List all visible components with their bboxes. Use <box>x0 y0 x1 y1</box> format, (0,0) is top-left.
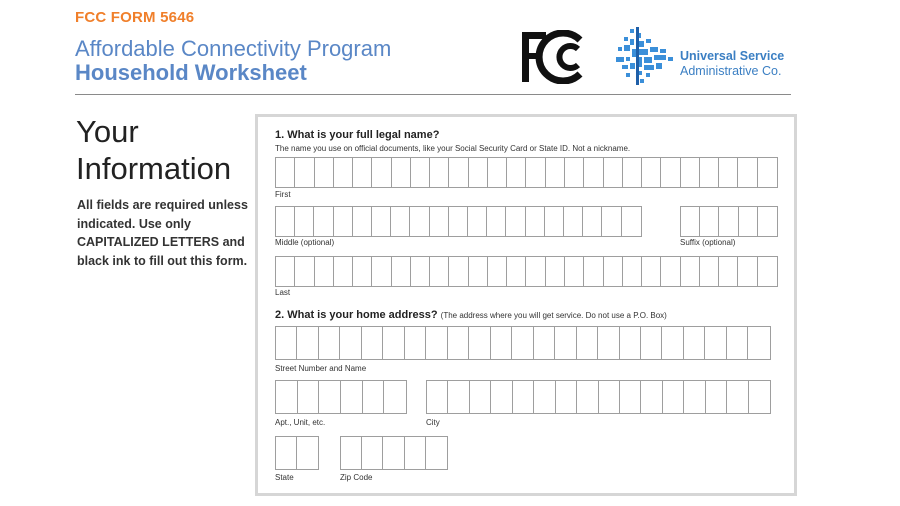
char-box[interactable] <box>506 207 525 236</box>
char-box[interactable] <box>319 327 340 359</box>
char-box[interactable] <box>315 158 334 187</box>
last-name-input[interactable] <box>275 256 778 287</box>
form-number: FCC FORM 5646 <box>75 9 195 26</box>
char-box[interactable] <box>353 158 372 187</box>
char-box[interactable] <box>623 257 642 286</box>
street-input[interactable] <box>275 326 771 360</box>
char-box[interactable] <box>372 207 391 236</box>
char-box[interactable] <box>295 158 314 187</box>
char-box[interactable] <box>405 327 426 359</box>
question2-title-text: 2. What is your home address? <box>275 309 438 321</box>
char-box[interactable] <box>556 381 577 413</box>
char-box[interactable] <box>470 381 491 413</box>
char-box[interactable] <box>684 327 705 359</box>
char-box[interactable] <box>583 207 602 236</box>
apt-label: Apt., Unit, etc. <box>275 418 326 427</box>
question1-title: 1. What is your full legal name? <box>275 129 440 141</box>
first-name-input[interactable] <box>275 157 778 188</box>
char-box[interactable] <box>362 437 383 469</box>
header-divider <box>75 94 791 95</box>
section-title-line2: Information <box>76 151 232 186</box>
worksheet-name: Household Worksheet <box>75 60 307 85</box>
char-box[interactable] <box>663 381 684 413</box>
char-box[interactable] <box>534 327 555 359</box>
char-box[interactable] <box>662 327 683 359</box>
char-box[interactable] <box>276 207 295 236</box>
char-box[interactable] <box>430 158 449 187</box>
char-box[interactable] <box>314 207 333 236</box>
char-box[interactable] <box>748 327 769 359</box>
char-box[interactable] <box>426 437 447 469</box>
state-input[interactable] <box>275 436 319 470</box>
char-box[interactable] <box>449 207 468 236</box>
form-panel <box>255 114 797 496</box>
char-box[interactable] <box>700 158 719 187</box>
char-box[interactable] <box>469 158 488 187</box>
char-box[interactable] <box>487 207 506 236</box>
char-box[interactable] <box>295 207 314 236</box>
char-box[interactable] <box>513 381 534 413</box>
char-box[interactable] <box>598 327 619 359</box>
char-box[interactable] <box>526 257 545 286</box>
char-box[interactable] <box>719 207 738 236</box>
char-box[interactable] <box>427 381 448 413</box>
char-box[interactable] <box>599 381 620 413</box>
first-name-label: First <box>275 190 291 199</box>
char-box[interactable] <box>623 158 642 187</box>
suffix-input[interactable] <box>680 206 778 237</box>
char-box[interactable] <box>448 327 469 359</box>
usac-name: Universal Service <box>680 49 785 63</box>
char-box[interactable] <box>295 257 314 286</box>
char-box[interactable] <box>362 327 383 359</box>
char-box[interactable] <box>488 158 507 187</box>
char-box[interactable] <box>738 257 757 286</box>
char-box[interactable] <box>602 207 621 236</box>
char-box[interactable] <box>749 381 770 413</box>
char-box[interactable] <box>363 381 385 413</box>
char-box[interactable] <box>705 327 726 359</box>
char-box[interactable] <box>758 207 777 236</box>
char-box[interactable] <box>405 437 426 469</box>
section-title-line1: Your <box>76 114 139 149</box>
char-box[interactable] <box>545 207 564 236</box>
char-box[interactable] <box>449 257 468 286</box>
char-box[interactable] <box>727 381 748 413</box>
char-box[interactable] <box>758 158 777 187</box>
char-box[interactable] <box>758 257 777 286</box>
char-box[interactable] <box>546 158 565 187</box>
middle-name-input[interactable] <box>275 206 642 237</box>
char-box[interactable] <box>372 158 391 187</box>
char-box[interactable] <box>391 207 410 236</box>
char-box[interactable] <box>340 327 361 359</box>
char-box[interactable] <box>319 381 341 413</box>
char-box[interactable] <box>526 207 545 236</box>
char-box[interactable] <box>681 207 700 236</box>
char-box[interactable] <box>681 257 700 286</box>
char-box[interactable] <box>468 207 487 236</box>
char-box[interactable] <box>661 257 680 286</box>
char-box[interactable] <box>620 327 641 359</box>
char-box[interactable] <box>430 207 449 236</box>
char-box[interactable] <box>641 327 662 359</box>
char-box[interactable] <box>641 381 662 413</box>
char-box[interactable] <box>411 158 430 187</box>
usac-subtitle: Administrative Co. <box>680 64 782 78</box>
char-box[interactable] <box>577 327 598 359</box>
city-label: City <box>426 418 440 427</box>
char-box[interactable] <box>727 327 748 359</box>
char-box[interactable] <box>276 158 295 187</box>
fcc-logo <box>520 30 588 84</box>
char-box[interactable] <box>383 327 404 359</box>
char-box[interactable] <box>384 381 406 413</box>
char-box[interactable] <box>276 437 297 469</box>
usac-logo-icon <box>614 27 676 87</box>
char-box[interactable] <box>411 257 430 286</box>
char-box[interactable] <box>334 207 353 236</box>
char-box[interactable] <box>276 381 298 413</box>
question2-title <box>275 309 667 321</box>
middle-name-label: Middle (optional) <box>275 238 335 247</box>
char-box[interactable] <box>565 257 584 286</box>
char-box[interactable] <box>512 327 533 359</box>
char-box[interactable] <box>534 381 555 413</box>
char-box[interactable] <box>700 257 719 286</box>
question2-note: (The address where you will get service. Do not use a P.O. Box) <box>440 311 667 320</box>
char-box[interactable] <box>719 257 738 286</box>
char-box[interactable] <box>739 207 758 236</box>
char-box[interactable] <box>410 207 429 236</box>
char-box[interactable] <box>642 158 661 187</box>
char-box[interactable] <box>546 257 565 286</box>
suffix-label: Suffix (optional) <box>680 238 736 247</box>
char-box[interactable] <box>491 381 512 413</box>
char-box[interactable] <box>604 257 623 286</box>
char-box[interactable] <box>565 158 584 187</box>
char-box[interactable] <box>426 327 447 359</box>
char-box[interactable] <box>706 381 727 413</box>
char-box[interactable] <box>584 257 603 286</box>
char-box[interactable] <box>449 158 468 187</box>
char-box[interactable] <box>430 257 449 286</box>
char-box[interactable] <box>507 158 526 187</box>
char-box[interactable] <box>507 257 526 286</box>
section-title <box>76 113 231 187</box>
char-box[interactable] <box>577 381 598 413</box>
char-box[interactable] <box>488 257 507 286</box>
instructions-text: All fields are required unless indicated. Use only CAPITALIZED LETTERS and black ink to fill out this form. <box>77 198 248 268</box>
last-name-label: Last <box>275 288 291 297</box>
char-box[interactable] <box>681 158 700 187</box>
char-box[interactable] <box>383 437 404 469</box>
char-box[interactable] <box>584 158 603 187</box>
char-box[interactable] <box>738 158 757 187</box>
char-box[interactable] <box>684 381 705 413</box>
char-box[interactable] <box>392 257 411 286</box>
zip-label: Zip Code <box>340 473 373 482</box>
question1-subtitle: The name you use on official documents, like your Social Security Card or State ID. Not a nickname. <box>275 144 631 153</box>
state-label: State <box>275 473 294 482</box>
char-box[interactable] <box>448 381 469 413</box>
city-input[interactable] <box>426 380 771 414</box>
street-label: Street Number and Name <box>275 364 367 373</box>
char-box[interactable] <box>392 158 411 187</box>
char-box[interactable] <box>298 381 320 413</box>
char-box[interactable] <box>334 257 353 286</box>
char-box[interactable] <box>564 207 583 236</box>
char-box[interactable] <box>620 381 641 413</box>
char-box[interactable] <box>700 207 719 236</box>
char-box[interactable] <box>372 257 391 286</box>
char-box[interactable] <box>341 381 363 413</box>
char-box[interactable] <box>469 257 488 286</box>
char-box[interactable] <box>276 257 295 286</box>
char-box[interactable] <box>297 327 318 359</box>
char-box[interactable] <box>341 437 362 469</box>
char-box[interactable] <box>276 327 297 359</box>
char-box[interactable] <box>604 158 623 187</box>
char-box[interactable] <box>719 158 738 187</box>
char-box[interactable] <box>526 158 545 187</box>
char-box[interactable] <box>297 437 318 469</box>
char-box[interactable] <box>491 327 512 359</box>
zip-input[interactable] <box>340 436 448 470</box>
char-box[interactable] <box>622 207 641 236</box>
char-box[interactable] <box>353 257 372 286</box>
program-name: Affordable Connectivity Program <box>75 36 392 61</box>
char-box[interactable] <box>555 327 576 359</box>
char-box[interactable] <box>315 257 334 286</box>
char-box[interactable] <box>642 257 661 286</box>
char-box[interactable] <box>469 327 490 359</box>
char-box[interactable] <box>353 207 372 236</box>
char-box[interactable] <box>661 158 680 187</box>
char-box[interactable] <box>334 158 353 187</box>
apt-input[interactable] <box>275 380 407 414</box>
